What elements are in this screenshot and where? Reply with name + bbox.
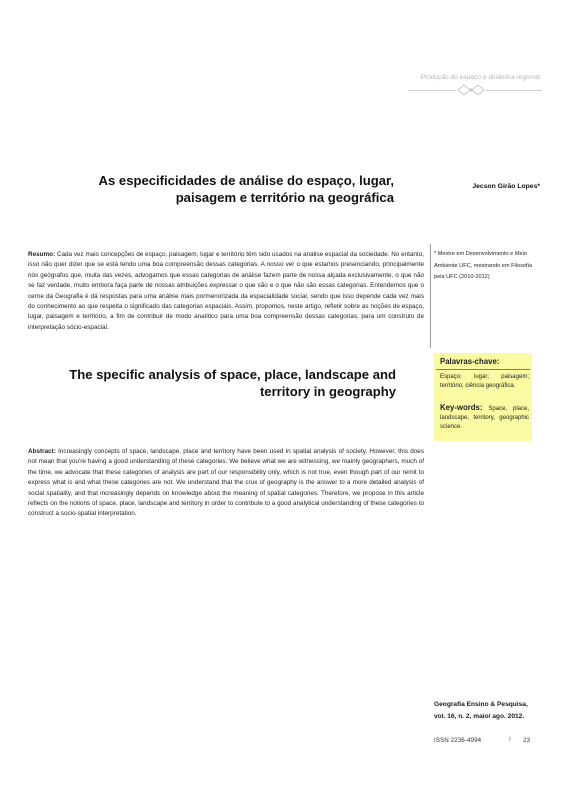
author-name: Jecson Girão Lopes* bbox=[472, 183, 540, 190]
abstract-label: Abstract: bbox=[28, 448, 56, 455]
author-footnote: * Mestre em Desenvolvimento e Meio Ambiente UFC, mestrando em Filosofia pela UFC (2010-2012) bbox=[434, 251, 532, 280]
keywords-pt-label: Palavras-chave: bbox=[440, 357, 500, 366]
abstract-paragraph bbox=[28, 447, 424, 520]
resumo-text: Cada vez mais concepções de espaço, paisagem, lugar e território têm sido usados na análise espacial da sociedade. No entanto, isso não quer dizer que se está tendo uma boa compreensão dessas categorias. A nosso ver o que estamos presenciando, principalmente nós geógrafos que, muita das vezes, advogamos que essas categorias de análise fazem parte de nossa alçada exclusivamente, o que não se faz verdade, muito embora faça parte de nossas atribuições expressar o que são e o que não são essas categorias. Entendemos que o cerne da Geografia é dá respostas para uma análise mais pormenorizada da espacialidade social, sendo que isso depende cada vez mais do conhecimento ao que respeita o significado das categorias espaciais. Assim, propomos, neste artigo, refletir sobre as noções de espaço, lugar, paisagem e território, a fim de contribuir de modo analítico para uma boa compreensão dessas categorias, para um construto de interpretação sócio-espacial. bbox=[28, 251, 425, 331]
keywords-en-block bbox=[440, 404, 529, 431]
sidebar-divider bbox=[430, 244, 431, 348]
article-title-en: The specific analysis of space, place, landscape and territory in geography bbox=[69, 367, 396, 399]
footer-separator: I bbox=[509, 736, 511, 743]
page-number: 23 bbox=[523, 737, 531, 744]
issn-number: ISSN 2236-4994 bbox=[434, 737, 482, 744]
resumo-paragraph bbox=[28, 250, 424, 333]
journal-issue: vol. 16, n. 2, maio/ ago. 2012. bbox=[434, 713, 525, 720]
journal-name: Geografia Ensino & Pesquisa, bbox=[434, 701, 528, 708]
keywords-en-label: Key-words: bbox=[440, 403, 483, 412]
diamond-ornament-icon bbox=[456, 82, 486, 98]
abstract-text: Increasingly concepts of space, landscape, place and territory have been used in spatial analysis of society. However, this does not mean that you're having a good understanding of these categories. We believe what we are witnessing, we mainly geographers, much of the time, we advocate that these categories of analysis are part of our responsibility only, which is not true, even though part of our remit to express what is and what these categories are not. We understand that the crux of geography is the answer to a more detailed analysis of social spatiality, and that increasingly depends on knowledge about the meaning of spatial categories. Therefore, we propose in this article reflects on the notions of space, place, landscape and territory in order to contribute to a good analytical understanding of these categories to construct a socio-spatial interpretation. bbox=[28, 448, 424, 518]
keywords-rule bbox=[436, 369, 530, 370]
article-title-pt: As especificidades de análise do espaço, lugar, paisagem e território na geográfica bbox=[98, 173, 394, 205]
keywords-pt: Espaço; lugar; paisagem; território; ciência geográfica. bbox=[440, 374, 529, 389]
journal-citation bbox=[434, 699, 544, 723]
running-header-title: Produção do espaço e dinâmica regional bbox=[420, 74, 540, 81]
keywords-en: Space, place, landscape, territory, geographic science. bbox=[440, 406, 529, 430]
resumo-label: Resumo: bbox=[28, 251, 56, 258]
